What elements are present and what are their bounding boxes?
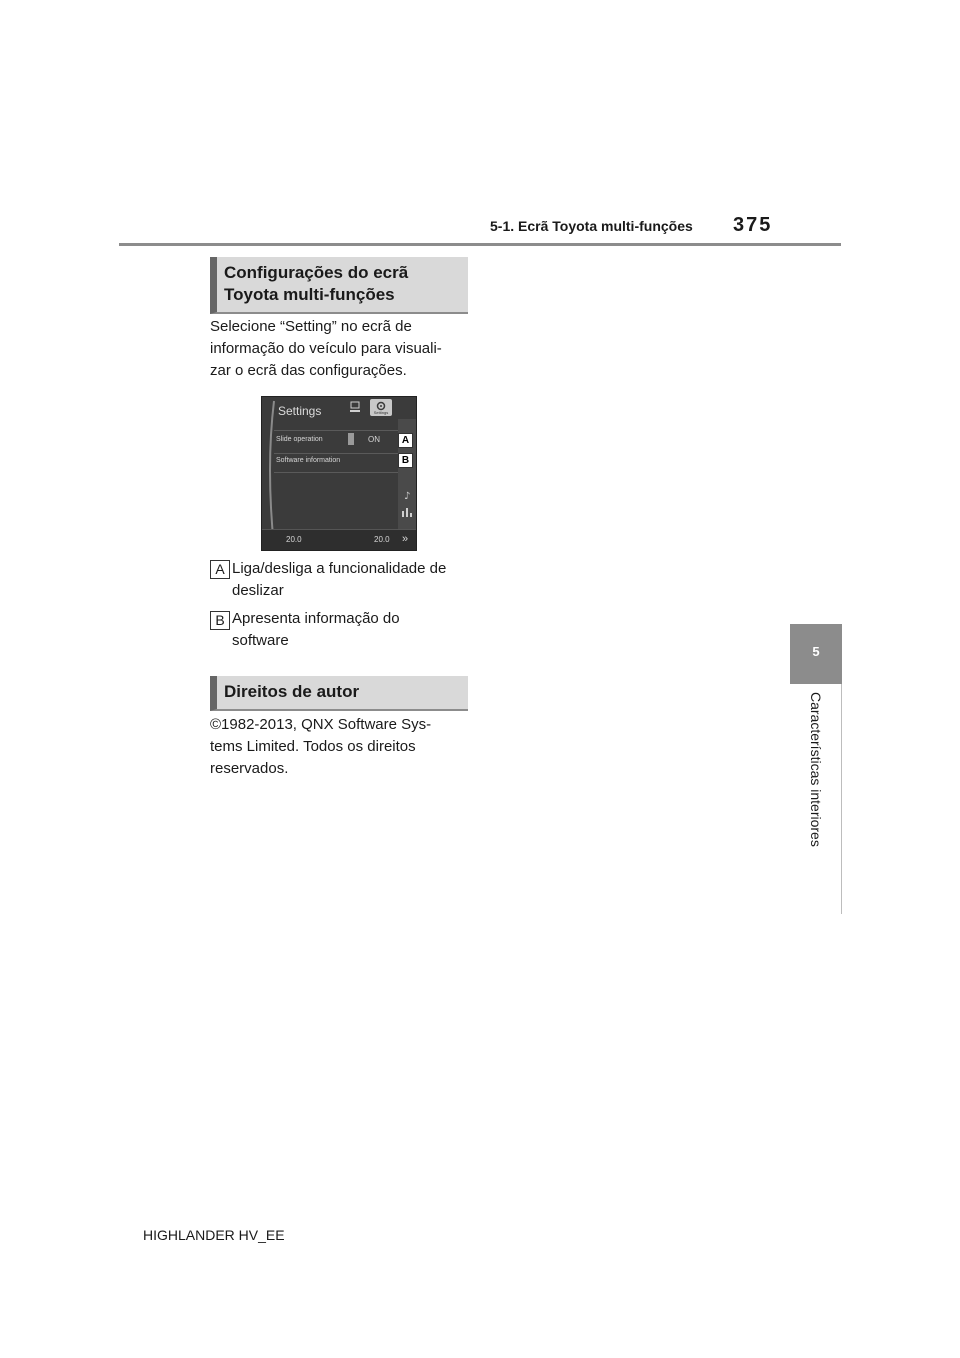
chapter-label <box>808 692 826 872</box>
section-heading-line: Configurações do ecrã <box>224 263 409 282</box>
left-temperature: 20.0 <box>286 535 302 544</box>
callout-badge-b: B <box>398 453 413 468</box>
footer-model-code: HIGHLANDER HV_EE <box>143 1227 285 1243</box>
item-a-text <box>232 558 472 602</box>
svg-text:♪: ♪ <box>404 491 411 502</box>
next-arrow-icon: » <box>402 533 409 545</box>
item-line: Liga/desliga a funcionalidade de <box>232 560 447 577</box>
settings-screen-illustration <box>261 396 417 551</box>
settings-icon-label: Settings <box>373 410 389 415</box>
item-line: Apresenta informação do <box>232 610 400 627</box>
section-heading-settings <box>210 257 468 314</box>
item-marker-b: B <box>210 611 230 630</box>
item-line: deslizar <box>232 582 284 599</box>
screen-title: Settings <box>278 404 322 418</box>
screen-arc-decoration <box>262 397 417 551</box>
section-heading-line: Toyota multi-funções <box>224 285 395 304</box>
page-number: 375 <box>733 214 773 236</box>
item-b-text <box>232 608 472 652</box>
paragraph-line: zar o ecrã das configurações. <box>210 362 407 379</box>
intro-paragraph <box>210 316 470 382</box>
chapter-label-text: Características interiores <box>808 692 824 847</box>
copyright-paragraph <box>210 714 470 780</box>
paragraph-line: informação do veículo para visuali- <box>210 340 442 357</box>
slide-toggle <box>348 433 354 445</box>
slide-operation-value: ON <box>368 435 380 444</box>
section-title: 5-1. Ecrã Toyota multi-funções <box>490 218 693 234</box>
item-marker-a: A <box>210 560 230 579</box>
chapter-tab <box>790 624 842 684</box>
settings-gear-icon <box>370 399 392 416</box>
paragraph-line: Selecione “Setting” no ecrã de <box>210 318 412 335</box>
right-temperature: 20.0 <box>374 535 390 544</box>
item-line: software <box>232 632 289 649</box>
screen-bottom-bar <box>262 529 417 551</box>
paragraph-line: tems Limited. Todos os direitos <box>210 738 416 755</box>
callout-badge-a: A <box>398 433 413 448</box>
chapter-tab-line <box>841 684 842 914</box>
paragraph-line: ©1982-2013, QNX Software Sys- <box>210 716 432 733</box>
paragraph-line: reservados. <box>210 760 289 777</box>
slide-operation-label: Slide operation <box>276 436 323 443</box>
software-info-label: Software information <box>276 457 341 464</box>
section-heading-copyright: Direitos de autor <box>210 676 468 711</box>
header-divider <box>119 243 841 246</box>
chapter-number: 5 <box>812 644 820 659</box>
vehicle-info-icon <box>348 400 362 415</box>
